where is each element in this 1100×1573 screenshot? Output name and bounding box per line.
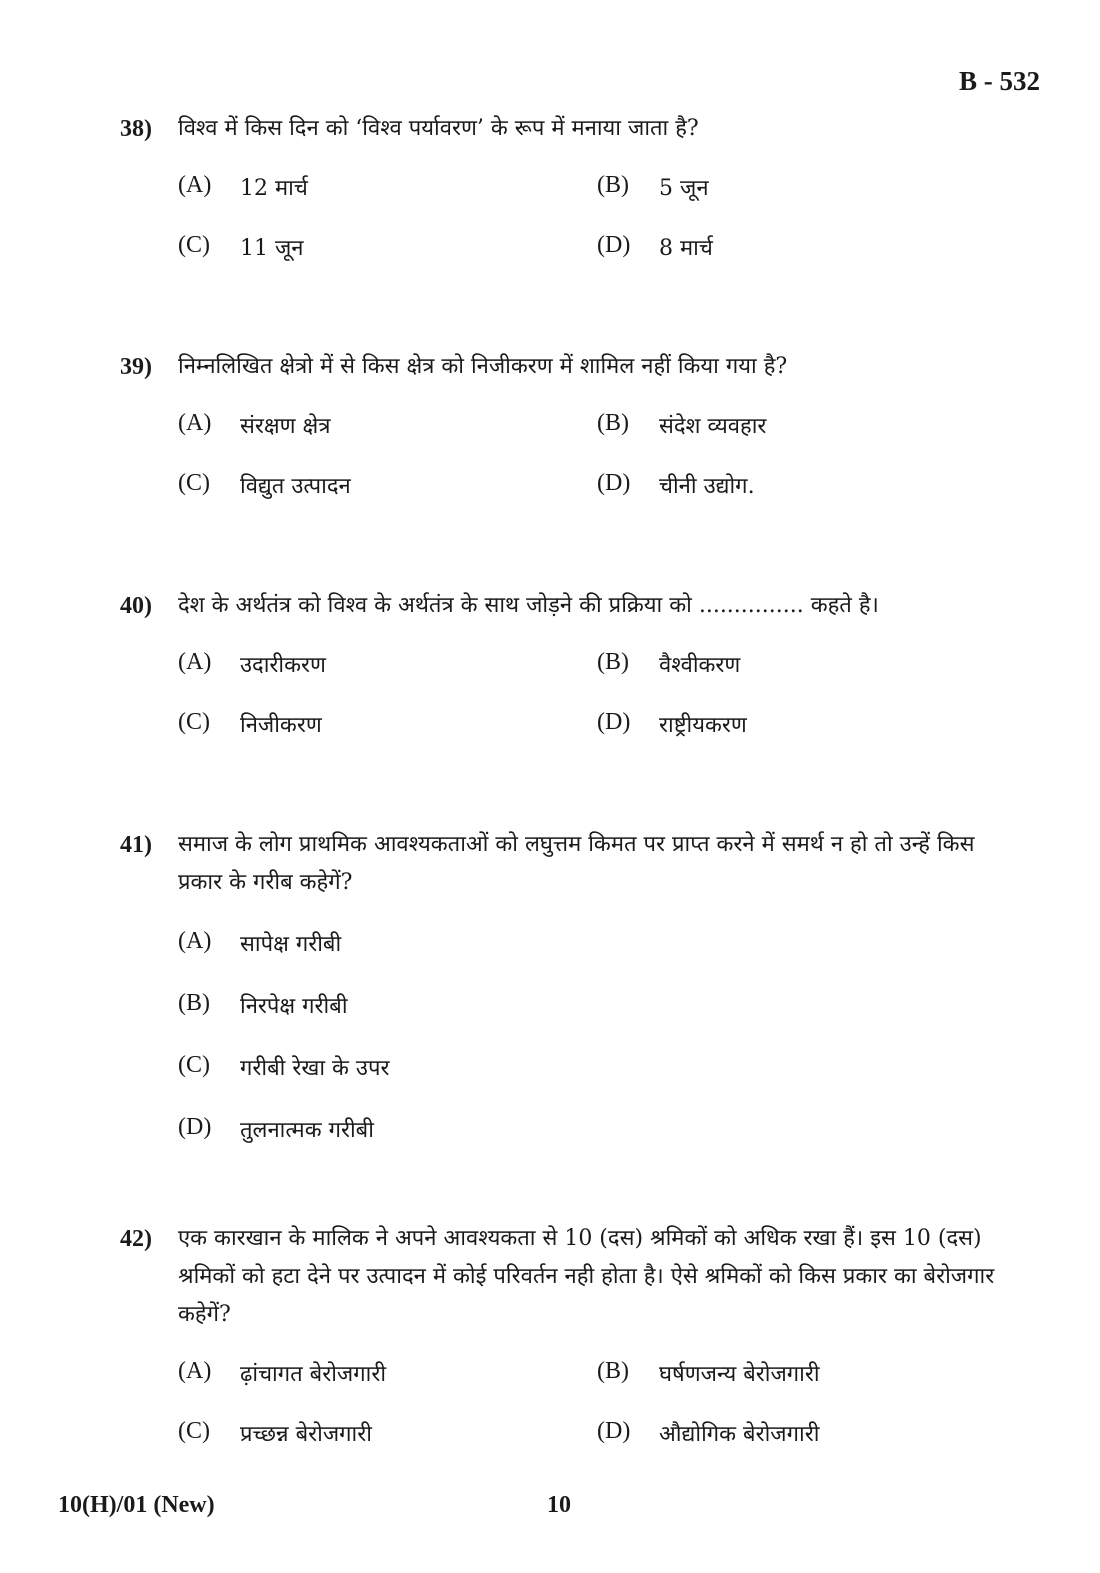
options xyxy=(178,386,1000,526)
option-b: (B) संदेश व्यवहार xyxy=(597,410,767,439)
question-39 xyxy=(120,348,1000,526)
question-41 xyxy=(120,826,1000,1176)
option-a: (A) संरक्षण क्षेत्र xyxy=(178,410,331,439)
options xyxy=(178,148,1000,288)
question-40 xyxy=(120,587,1000,765)
question-text: विश्व में किस दिन को ‘विश्व पर्यावरण’ के रूप में मनाया जाता है? xyxy=(178,116,699,141)
option-a: (A) उदारीकरण xyxy=(178,649,326,678)
option-d: (D) 8 मार्च xyxy=(597,232,713,261)
option-a: (A) 12 मार्च xyxy=(178,172,308,201)
options xyxy=(178,1334,1000,1474)
option-d: (D) राष्ट्रीयकरण xyxy=(597,709,747,738)
option-d: (D) औद्योगिक बेरोजगारी xyxy=(597,1418,820,1447)
option-b: (B) घर्षणजन्य बेरोजगारी xyxy=(597,1358,820,1387)
options xyxy=(178,928,1000,1150)
option-c: (C) विद्युत उत्पादन xyxy=(178,470,351,499)
question-number: 41) xyxy=(120,832,152,858)
question-38 xyxy=(120,110,1000,288)
paper-code: B - 532 xyxy=(959,66,1040,96)
option-b: (B) 5 जून xyxy=(597,172,709,201)
option-a: (A) सापेक्ष गरीबी xyxy=(178,928,342,957)
question-number: 42) xyxy=(120,1226,152,1252)
question-42 xyxy=(120,1220,1000,1474)
question-text: समाज के लोग प्राथमिक आवश्यकताओं को लघुत्तम किमत पर प्राप्त करने में समर्थ न हो तो उन्हें किस प्रकार के गरीब कहेगें? xyxy=(178,832,975,895)
question-text: देश के अर्थतंत्र को विश्व के अर्थतंत्र के साथ जोड़ने की प्रक्रिया को ............... कहते है। xyxy=(178,593,879,618)
option-b: (B) निरपेक्ष गरीबी xyxy=(178,990,348,1019)
question-number: 38) xyxy=(120,116,152,142)
option-b: (B) वैश्वीकरण xyxy=(597,649,741,678)
question-number: 39) xyxy=(120,354,152,380)
option-c: (C) निजीकरण xyxy=(178,709,322,738)
options xyxy=(178,625,1000,765)
question-number: 40) xyxy=(120,593,152,619)
option-c: (C) गरीबी रेखा के उपर xyxy=(178,1052,390,1081)
option-d: (D) तुलनात्मक गरीबी xyxy=(178,1114,374,1143)
option-d: (D) चीनी उद्योग. xyxy=(597,470,755,499)
question-text: निम्नलिखित क्षेत्रो में से किस क्षेत्र को निजीकरण में शामिल नहीं किया गया है? xyxy=(178,354,788,379)
option-a: (A) ढ़ांचागत बेरोजगारी xyxy=(178,1358,387,1387)
question-text: एक कारखान के मालिक ने अपने आवश्यकता से 10 (दस) श्रमिकों को अधिक रखा हैं। इस 10 (दस) श्रमिकों को हटा देने पर उत्पादन में कोई परिवर्तन नही होता है। ऐसे श्रमिकों को किस प्रकार का बेरोजगार कहेगें? xyxy=(178,1226,995,1327)
option-c: (C) प्रच्छन्न बेरोजगारी xyxy=(178,1418,372,1447)
footer-code: 10(H)/01 (New) xyxy=(58,1492,215,1518)
page-number: 10 xyxy=(547,1492,571,1518)
option-c: (C) 11 जून xyxy=(178,232,304,261)
